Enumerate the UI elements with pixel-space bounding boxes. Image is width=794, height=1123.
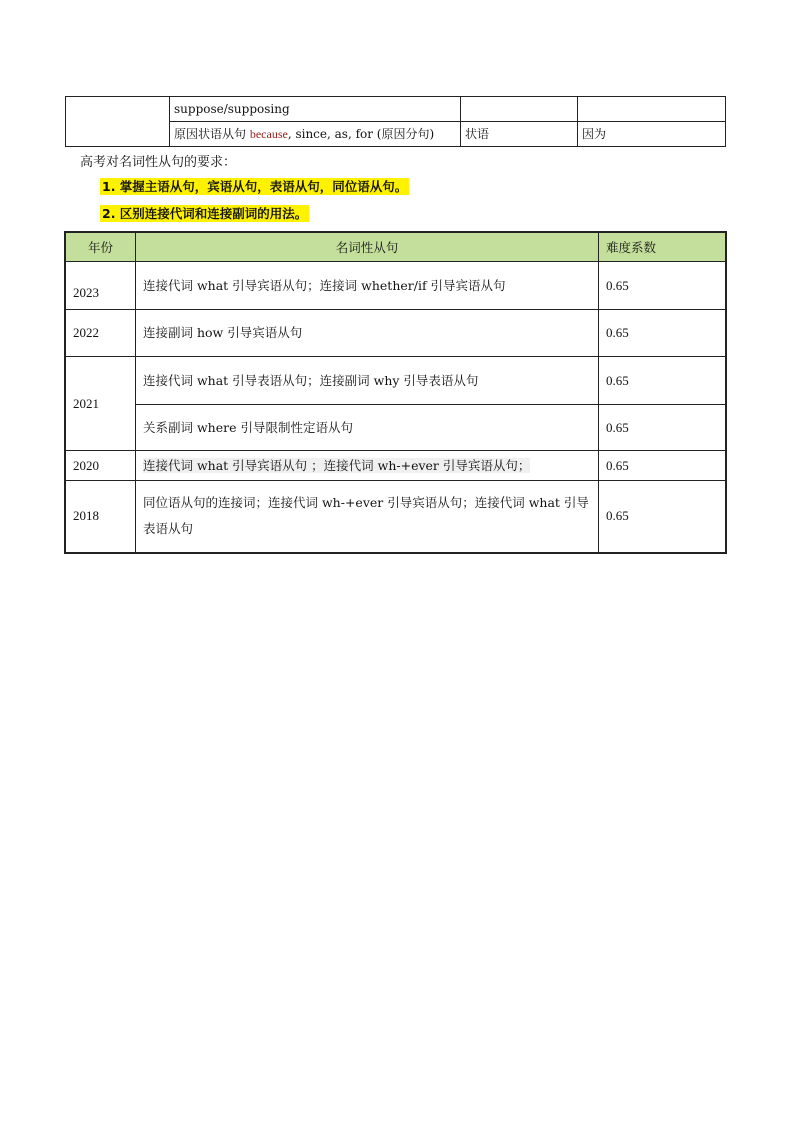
keyword-because: because <box>249 127 288 141</box>
clause-type-table <box>65 96 726 147</box>
table-cell <box>578 97 726 122</box>
table-cell <box>170 122 461 147</box>
clause-cell: 关系副词 where 引导限制性定语从句 <box>136 405 599 451</box>
requirement-text: 2. 区别连接代词和连接副词的用法。 <box>102 206 308 221</box>
table-cell <box>461 97 578 122</box>
clause-cell: 连接代词 what 引导表语从句；连接副词 why 引导表语从句 <box>136 357 599 405</box>
table-row <box>65 481 726 553</box>
table-row <box>65 357 726 405</box>
table-cell <box>66 97 170 147</box>
header-clause: 名词性从句 <box>136 232 599 262</box>
cell-text: , since, as, for (原因分句) <box>287 127 435 141</box>
difficulty-cell: 0.65 <box>599 405 727 451</box>
table-row <box>65 451 726 481</box>
difficulty-cell: 0.65 <box>599 481 727 553</box>
header-year: 年份 <box>65 232 136 262</box>
clause-cell: 连接副词 how 引导宾语从句 <box>136 310 599 357</box>
table-row <box>65 310 726 357</box>
requirement-text: 1. 掌握主语从句，宾语从句，表语从句，同位语从句。 <box>102 179 408 194</box>
header-difficulty: 难度系数 <box>599 232 727 262</box>
clause-cell <box>136 451 599 481</box>
difficulty-cell: 0.65 <box>599 357 727 405</box>
year-cell: 2021 <box>65 357 136 451</box>
noun-clause-table <box>64 231 727 554</box>
clause-text: 连接代词 what 引导宾语从句 ；连接代词 wh-+ever 引导宾语从句； <box>143 457 531 473</box>
difficulty-cell: 0.65 <box>599 262 727 310</box>
requirement-2 <box>100 204 309 222</box>
table-header-row <box>65 232 726 262</box>
table-cell: 因为 <box>578 122 726 147</box>
difficulty-cell: 0.65 <box>599 451 727 481</box>
table-cell: 状语 <box>461 122 578 147</box>
year-cell: 2023 <box>65 262 136 310</box>
table-row <box>65 405 726 451</box>
intro-text: 高考对名词性从句的要求： <box>80 155 237 170</box>
year-cell: 2020 <box>65 451 136 481</box>
table-cell: suppose/supposing <box>170 97 461 122</box>
cell-text: 原因状语从句 <box>174 127 247 141</box>
table-row <box>66 97 726 122</box>
difficulty-cell: 0.65 <box>599 310 727 357</box>
table-row <box>65 262 726 310</box>
year-cell: 2022 <box>65 310 136 357</box>
clause-cell: 连接代词 what 引导宾语从句；连接词 whether/if 引导宾语从句 <box>136 262 599 310</box>
requirement-1 <box>100 177 409 195</box>
clause-cell: 同位语从句的连接词；连接代词 wh-+ever 引导宾语从句；连接代词 what 引导表语从句 <box>136 481 599 553</box>
year-cell: 2018 <box>65 481 136 553</box>
